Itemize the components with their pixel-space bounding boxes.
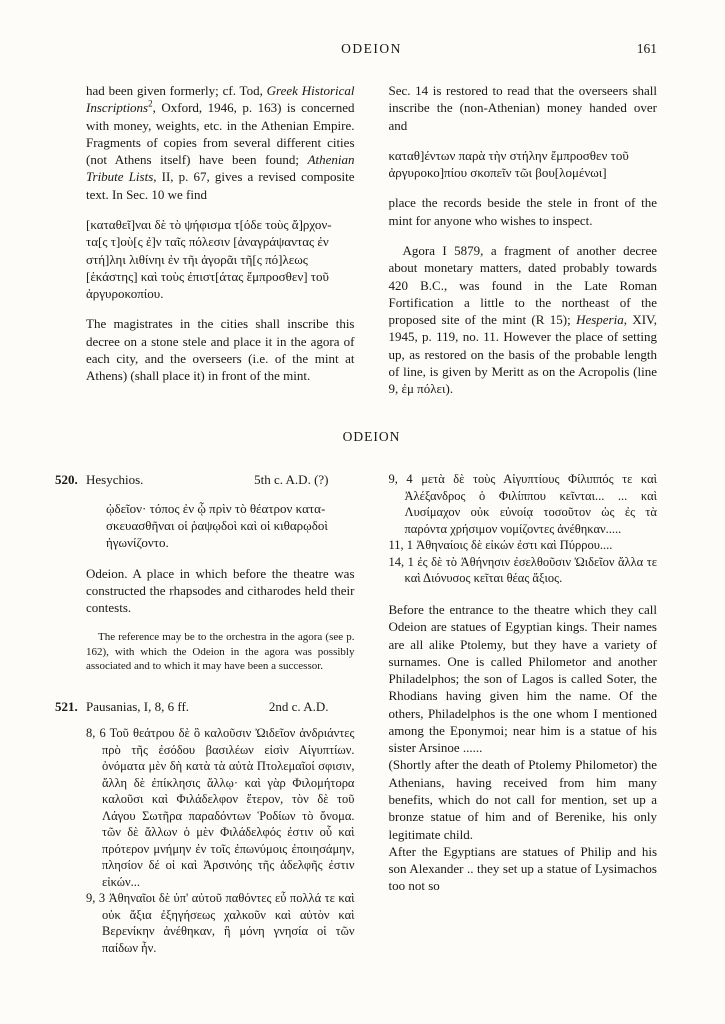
citation-text: Ἀθηναῖοι δὲ ὑπ' αὐτοῦ παθόντες εὖ πολλά τε καὶ οὐκ ἄξια ἐξηγήσεως χαλκοῦν καὶ αὐτὸν καὶ Βερενίκην ἀνέθηκαν, ἣ μόνη γνησία οἱ τῶν παίδων ἦν.	[102, 891, 355, 955]
text-run: had been given formerly; cf. Tod,	[86, 83, 267, 98]
greek-line: στή]ληι λιθίνηι ἐν τῆι ἀγορᾶι τῆ[ς πό]λεως	[86, 251, 308, 267]
greek-citations	[389, 471, 658, 587]
paragraph: Sec. 14 is restored to read that the overseers shall inscribe the (non-Athenian) money handed over and	[388, 83, 657, 133]
greek-line: σκευασθῆναι οἱ ῥαψῳδοὶ καὶ οἱ κιθαρῳδοὶ	[106, 518, 328, 534]
greek-citation	[389, 554, 658, 587]
greek-quotation	[86, 216, 355, 302]
text-run: , Oxford, 1946, p. 163) is concerned with money, weights, etc. in the Athenian Empire. Fragments of copies from several different cities (not Athens itself) have been found;	[86, 100, 355, 168]
entry-number: 521.	[55, 698, 78, 714]
entries-left-column	[55, 471, 355, 956]
text-run: Agora I 5879, a fragment of another decree about monetary matters, dated probably towards 420 B.C., was found in the Late Roman Fortification a little to the northeast of the proposed site of the mint (R 15);	[388, 242, 657, 328]
italic-citation: Athenian Tribute Lists	[86, 152, 355, 185]
entry-source: Pausanias, I, 8, 6 ff.	[86, 698, 190, 714]
greek-line: ἀργυροκο]πίου σκοπεῖν τῶι βου[λομένωι]	[388, 165, 607, 181]
entry-521-header	[55, 698, 355, 715]
entries-right-column	[389, 471, 658, 956]
translation-paragraph: (Shortly after the death of Ptolemy Philometor) the Athenians, having received from him many benefits, which do not call for mention, set up a bronze statue of him and of Berenike, his only legitimate child.	[388, 757, 657, 842]
italic-citation: Greek Historical Inscriptions	[86, 83, 355, 116]
greek-citation	[389, 471, 658, 537]
greek-line: [καταθεῖ]ναι δὲ τὸ ψήφισμα τ[όδε τοὺς ἄ]ρχον-	[86, 216, 332, 232]
italic-citation: Hesperia	[576, 312, 624, 328]
greek-citation	[86, 890, 355, 956]
paragraph-continuation	[86, 82, 355, 203]
citation-ref: 14, 1	[388, 554, 414, 569]
citation-ref: 11, 1	[388, 538, 414, 553]
citation-ref: 9, 4	[388, 472, 413, 487]
page-number: 161	[636, 41, 657, 56]
translation-block	[389, 601, 658, 895]
greek-quotation	[389, 147, 658, 182]
greek-line: ᾠδεῖον· τόπος ἐν ᾧ πρὶν τὸ θέατρον κατα-	[106, 500, 326, 516]
entry-520-header	[55, 471, 355, 488]
section-heading: ODEION	[342, 428, 401, 444]
citation-ref: 9, 3	[86, 891, 106, 906]
citation-text: Τοῦ θεάτρου δὲ ὃ καλοῦσιν Ὠιδεῖον ἀνδριάντες πρὸ τῆς ἐσόδου βασιλέων εἰσὶν Αἰγυπτίων. ὀνόματα μὲν δὴ κατὰ τὰ αὐτὰ Πτολεμαῖοί σφισιν, ἄλλη δὲ ἐπίκλησις ἄλλῳ· καὶ γὰρ Φιλομήτορα καλοῦσι καὶ Φιλάδελφον ἕτερον, τὸν δὲ τοῦ Λάγου Σωτῆρα παραδόντων Ῥοδίων τὸ ὄνομα. τῶν δὲ ἄλλων ὁ μὲν Φιλάδελφός ἐστιν οὗ καὶ πρότερον μνήμην ἐν τοῖς ἐπωνύμοις ἐποιησάμην, πλησίον δέ οἱ καὶ Ἀρσινόης τῆς ἀδελφῆς ἐστιν εἰκών...	[102, 726, 355, 889]
greek-citation	[86, 725, 355, 890]
greek-citation	[389, 537, 658, 554]
translation-paragraph: Odeion. A place in which before the theatre was constructed the rhapsodes and citharodes held their contests.	[86, 565, 355, 616]
translation-paragraph: Before the entrance to the theatre which they call Odeion are statues of Egyptian kings. Their names are all alike Ptolemy, but they have a variety of surnames. One is called Philometor and another Philadelphos; the son of Lagos is called Soter, the Rhodians having given him the name. Of the others, Philadelphos is the one whom I mentioned among the Eponymoi; near him is a statue of his sister Arsinoe ......	[388, 601, 657, 756]
top-right-column	[389, 82, 658, 398]
running-head: ODEION	[341, 41, 402, 56]
greek-line: [ἑκάστης] καὶ τοὺς ἐπιστ[άτας ἔμπροσθεν] τοῦ	[86, 268, 329, 284]
translation-paragraph: place the records beside the stele in front of the mint for anyone who wishes to inspect.	[388, 195, 657, 228]
superscript: 2	[148, 98, 153, 109]
editorial-note: The reference may be to the orchestra in the agora (see p. 162), with which the Odeion in the agora was possibly associated and to which it may have been a successor.	[86, 631, 355, 673]
translation-paragraph: The magistrates in the cities shall inscribe this decree on a stone stele and place it in the agora of each city, and the overseers (i.e. of the mint at Athens) (shall place it) in front of the mint.	[86, 316, 355, 384]
greek-line: ἀργυροκοπίου.	[86, 286, 164, 302]
citation-text: μετὰ δὲ τοὺς Αἰγυπτίους Φίλιππός τε καὶ Ἀλέξανδρος ὁ Φιλίππου κεῖνται... ... καὶ Λυσίμαχον οὐκ εὐνοίᾳ τοσοῦτον ὡς ἐς τὰ παρόντα χρήσιμον νομίζοντες ἀνέθηκαν.....	[404, 472, 658, 536]
greek-line: τα[ς τ]οὺ[ς ἐ]ν ταῖς πόλεσιν [ἀναγράψαντας ἐν	[86, 234, 329, 250]
text-run: , II, p. 67, gives a revised composite text. In Sec. 10 we find	[86, 169, 355, 202]
citation-text: ἐς δὲ τὸ Ἀθήνησιν ἐσελθοῦσιν Ὠιδεῖον ἄλλα τε καὶ Διόνυσος κεῖται θέας ἄξιος.	[404, 554, 657, 586]
greek-citations	[86, 725, 355, 956]
translation-paragraph: After the Egyptians are statues of Philip and his son Alexander .. they set up a statue of Lysimachos too not so	[388, 843, 657, 894]
entry-date: 2nd c. A.D.	[268, 698, 329, 714]
entry-number: 520.	[55, 472, 78, 488]
top-left-column	[86, 82, 355, 398]
entries-section	[55, 471, 658, 956]
greek-line: καταθ]έντων παρὰ τὴν στήλην ἔμπροσθεν τοῦ	[388, 147, 629, 163]
entry-source: Hesychios.	[86, 472, 144, 488]
page-header	[86, 40, 657, 58]
top-section	[86, 82, 657, 398]
citation-text: Ἀθηναίοις δὲ εἰκών ἐστι καὶ Πύρρου....	[416, 538, 613, 553]
entry-date: 5th c. A.D. (?)	[254, 472, 329, 488]
citation-ref: 8, 6	[86, 726, 106, 741]
greek-line: ἠγωνίζοντο.	[106, 535, 169, 551]
paragraph-agora-note	[389, 242, 658, 398]
text-run: , XIV, 1945, p. 119, no. 11. However the place of setting up, as restored on the basis of the probable length of line, is given by Meritt as on the Acropolis (line 9, ἐμ πόλει).	[388, 312, 657, 397]
greek-quotation	[86, 500, 355, 552]
